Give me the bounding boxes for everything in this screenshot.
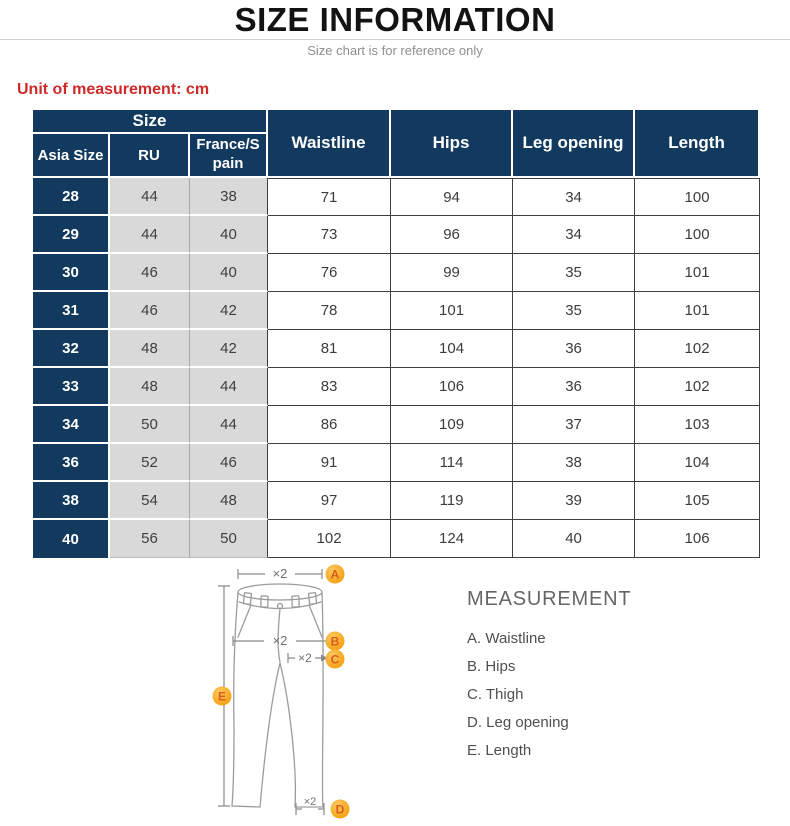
size-cell: 52 — [110, 444, 190, 482]
size-cell: 32 — [33, 330, 110, 368]
size-cell: 103 — [635, 406, 760, 444]
size-cell: 38 — [33, 482, 110, 520]
table-row — [33, 368, 760, 406]
badge-b — [326, 632, 345, 651]
table-row — [33, 406, 760, 444]
size-cell: 81 — [268, 330, 391, 368]
title-divider — [0, 39, 790, 40]
size-cell: 40 — [33, 520, 110, 558]
size-cell: 46 — [110, 254, 190, 292]
size-cell: 33 — [33, 368, 110, 406]
size-cell: 101 — [635, 292, 760, 330]
leg-opening-scale-label: ×2 — [303, 796, 317, 808]
size-cell: 119 — [391, 482, 513, 520]
column-header-asia-size: Asia Size — [33, 134, 110, 178]
size-table — [33, 110, 760, 558]
size-cell: 97 — [268, 482, 391, 520]
svg-text:C: C — [330, 652, 340, 667]
size-cell: 34 — [513, 216, 635, 254]
size-cell: 30 — [33, 254, 110, 292]
size-cell: 105 — [635, 482, 760, 520]
waistline-scale-label: ×2 — [272, 566, 288, 581]
table-row — [33, 292, 760, 330]
size-cell: 39 — [513, 482, 635, 520]
size-cell: 37 — [513, 406, 635, 444]
size-cell: 102 — [635, 330, 760, 368]
svg-text:D: D — [335, 802, 345, 817]
size-cell: 124 — [391, 520, 513, 558]
thigh-scale-label: ×2 — [298, 651, 312, 665]
size-cell: 44 — [190, 406, 268, 444]
size-cell: 36 — [513, 368, 635, 406]
size-cell: 31 — [33, 292, 110, 330]
size-cell: 78 — [268, 292, 391, 330]
column-header-waistline: Waistline — [268, 110, 391, 178]
size-cell: 40 — [190, 254, 268, 292]
table-row — [33, 444, 760, 482]
size-cell: 48 — [110, 368, 190, 406]
measurement-item: E. Length — [467, 742, 532, 759]
size-cell: 38 — [190, 178, 268, 216]
table-row — [33, 482, 760, 520]
svg-text:A: A — [330, 567, 340, 582]
size-cell: 91 — [268, 444, 391, 482]
badge-a — [326, 565, 345, 584]
size-cell: 73 — [268, 216, 391, 254]
size-cell: 86 — [268, 406, 391, 444]
table-row — [33, 178, 760, 216]
size-cell: 42 — [190, 292, 268, 330]
size-cell: 54 — [110, 482, 190, 520]
pants-right-pocket — [309, 605, 322, 637]
pants-left-pocket — [238, 605, 251, 637]
size-table-body — [33, 178, 760, 558]
column-header-ru: RU — [110, 134, 190, 178]
measurement-list — [467, 631, 631, 758]
size-cell: 94 — [391, 178, 513, 216]
table-row — [33, 254, 760, 292]
size-cell: 50 — [110, 406, 190, 444]
measurement-item: C. Thigh — [467, 686, 524, 703]
size-cell: 34 — [513, 178, 635, 216]
size-cell: 104 — [635, 444, 760, 482]
size-cell: 36 — [33, 444, 110, 482]
size-cell: 40 — [513, 520, 635, 558]
unit-note: Unit of measurement: cm — [17, 81, 210, 98]
size-cell: 38 — [513, 444, 635, 482]
table-row — [33, 216, 760, 254]
table-row — [33, 330, 760, 368]
measurement-item: D. Leg opening — [467, 714, 569, 731]
svg-text:B: B — [330, 634, 340, 649]
badge-e — [213, 687, 232, 706]
size-cell: 28 — [33, 178, 110, 216]
column-header-france-spain: France/Spain — [190, 134, 268, 178]
size-cell: 106 — [635, 520, 760, 558]
size-cell: 102 — [268, 520, 391, 558]
size-cell: 46 — [110, 292, 190, 330]
column-header-length: Length — [635, 110, 760, 178]
column-header-hips: Hips — [391, 110, 513, 178]
measurement-item: A. Waistline — [467, 630, 546, 647]
size-cell: 96 — [391, 216, 513, 254]
table-row — [33, 520, 760, 558]
pants-measurement-diagram — [185, 558, 465, 826]
size-cell: 44 — [190, 368, 268, 406]
measurement-panel — [467, 588, 631, 771]
size-cell: 48 — [110, 330, 190, 368]
size-cell: 36 — [513, 330, 635, 368]
size-cell: 50 — [190, 520, 268, 558]
size-cell: 48 — [190, 482, 268, 520]
size-cell: 102 — [635, 368, 760, 406]
size-cell: 76 — [268, 254, 391, 292]
measurement-heading: MEASUREMENT — [467, 588, 632, 610]
size-cell: 56 — [110, 520, 190, 558]
size-group-header: Size — [33, 110, 268, 134]
size-cell: 100 — [635, 178, 760, 216]
size-cell: 83 — [268, 368, 391, 406]
size-cell: 46 — [190, 444, 268, 482]
size-cell: 100 — [635, 216, 760, 254]
svg-text:E: E — [217, 689, 227, 704]
size-cell: 40 — [190, 216, 268, 254]
size-cell: 35 — [513, 254, 635, 292]
size-cell: 29 — [33, 216, 110, 254]
size-cell: 34 — [33, 406, 110, 444]
size-cell: 109 — [391, 406, 513, 444]
size-cell: 104 — [391, 330, 513, 368]
size-cell: 71 — [268, 178, 391, 216]
size-cell: 35 — [513, 292, 635, 330]
size-cell: 42 — [190, 330, 268, 368]
page-title: SIZE INFORMATION — [234, 1, 556, 38]
size-cell: 44 — [110, 178, 190, 216]
hips-scale-label: ×2 — [272, 633, 288, 648]
column-header-leg-opening: Leg opening — [513, 110, 635, 178]
size-cell: 101 — [391, 292, 513, 330]
page-subtitle: Size chart is for reference only — [307, 43, 483, 58]
badge-c — [326, 650, 345, 669]
size-cell: 99 — [391, 254, 513, 292]
pants-outline — [232, 584, 323, 807]
size-cell: 114 — [391, 444, 513, 482]
pants-button — [278, 604, 283, 609]
size-cell: 101 — [635, 254, 760, 292]
size-cell: 44 — [110, 216, 190, 254]
size-cell: 106 — [391, 368, 513, 406]
badge-d — [331, 800, 350, 819]
measurement-item: B. Hips — [467, 658, 516, 675]
